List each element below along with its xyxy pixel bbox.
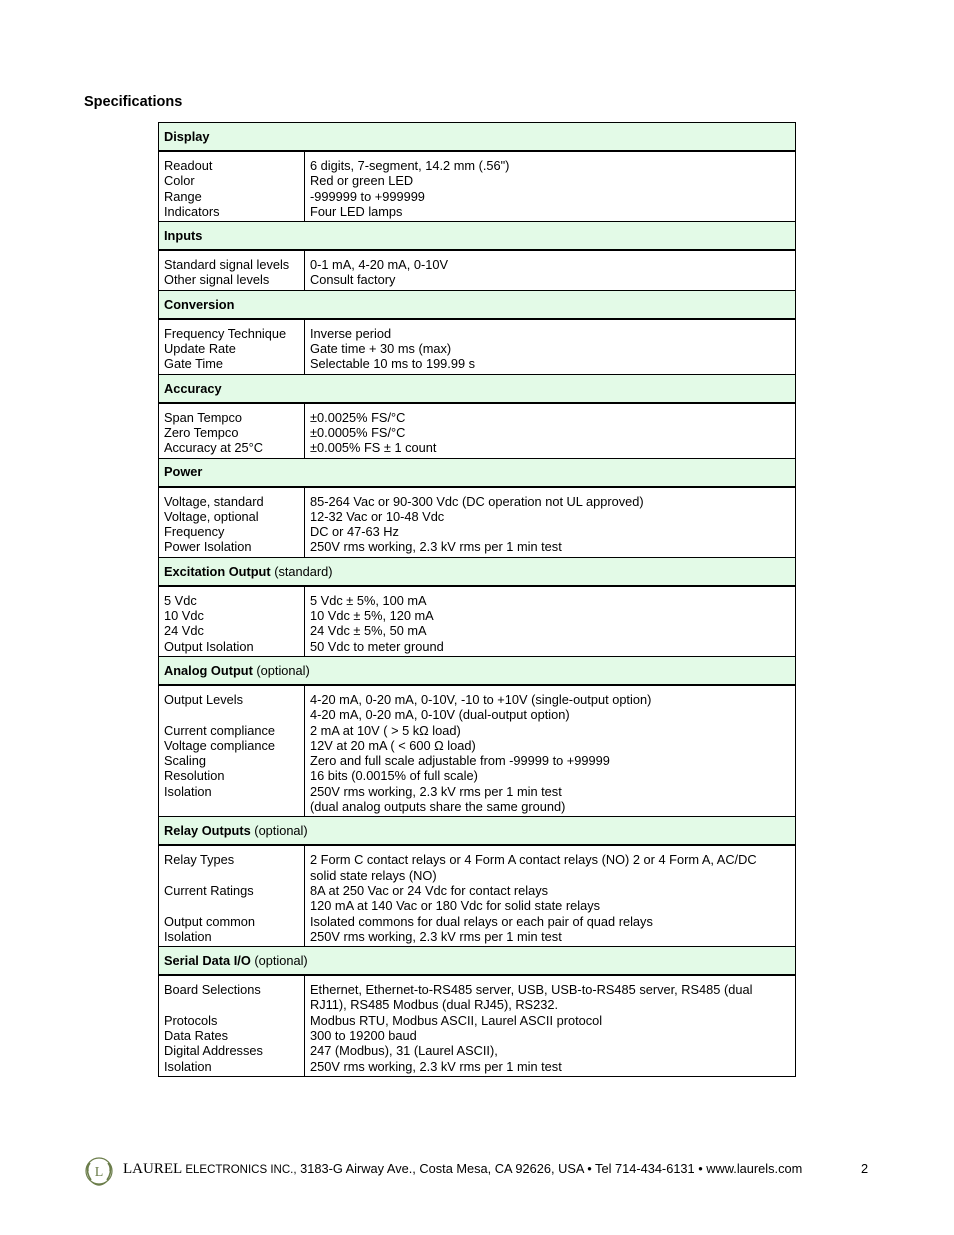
spec-row	[159, 975, 796, 1076]
specifications-table	[158, 122, 796, 1077]
section-header	[159, 123, 796, 152]
spec-values-cell	[305, 845, 796, 946]
spec-value: 16 bits (0.0015% of full scale)	[310, 768, 478, 784]
spec-value: 247 (Modbus), 31 (Laurel ASCII),	[310, 1043, 498, 1059]
spec-value: -999999 to +999999	[310, 188, 425, 204]
spec-label: Voltage, standard	[164, 493, 264, 509]
section-qualifier: (optional)	[250, 823, 308, 839]
spec-values-cell	[305, 685, 796, 817]
spec-value: solid state relays (NO)	[310, 867, 437, 883]
footer-brand: LAUREL	[123, 1161, 183, 1177]
spec-row	[159, 487, 796, 558]
footer-address: 3183-G Airway Ave., Costa Mesa, CA 92626, USA • Tel 714-434-6131 • www.laurels.com	[296, 1161, 803, 1176]
spec-labels-cell	[159, 319, 305, 374]
spec-label: Frequency	[164, 524, 225, 540]
spec-label: Data Rates	[164, 1027, 229, 1043]
section-title: Excitation Output	[164, 563, 271, 579]
spec-value: 6 digits, 7-segment, 14.2 mm (.56")	[310, 158, 510, 173]
spec-row	[159, 845, 796, 946]
spec-label: Power Isolation	[164, 539, 252, 555]
footer-company-info	[123, 1161, 802, 1178]
spec-value: 2 Form C contact relays or 4 Form A contact relays (NO) 2 or 4 Form A, AC/DC	[310, 852, 757, 868]
laurel-wreath-logo-icon	[82, 1155, 116, 1189]
spec-value: Isolated commons for dual relays or each pair of quad relays	[310, 913, 653, 929]
spec-values-cell	[305, 403, 796, 458]
spec-label: Output common	[164, 913, 256, 929]
section-header-row	[159, 290, 796, 319]
spec-label: Standard signal levels	[164, 257, 290, 273]
spec-label: Relay Types	[164, 852, 235, 868]
spec-values-cell	[305, 151, 796, 222]
spec-value: Red or green LED	[310, 173, 414, 189]
spec-value: 250V rms working, 2.3 kV rms per 1 min test	[310, 539, 562, 555]
section-header	[159, 222, 796, 251]
spec-value: 85-264 Vac or 90-300 Vdc (DC operation not UL approved)	[310, 493, 644, 509]
section-header	[159, 374, 796, 403]
section-header-row	[159, 222, 796, 251]
spec-value: 12-32 Vac or 10-48 Vdc	[310, 508, 445, 524]
spec-value: 5 Vdc ± 5%, 100 mA	[310, 592, 427, 608]
spec-value: 250V rms working, 2.3 kV rms per 1 min test	[310, 928, 562, 944]
spec-label: Protocols	[164, 1012, 218, 1028]
spec-label	[164, 997, 299, 1012]
spec-label: Voltage, optional	[164, 508, 259, 524]
spec-row	[159, 319, 796, 374]
spec-value: RJ11), RS485 Modbus (dual RJ45), RS232.	[310, 997, 559, 1013]
section-title: Display	[164, 128, 210, 144]
spec-value: 250V rms working, 2.3 kV rms per 1 min test	[310, 783, 562, 799]
section-header-row	[159, 557, 796, 586]
spec-labels-cell	[159, 487, 305, 558]
section-header	[159, 290, 796, 319]
section-header-row	[159, 374, 796, 403]
spec-value: Consult factory	[310, 272, 396, 288]
section-header-row	[159, 947, 796, 976]
spec-values-cell	[305, 319, 796, 374]
spec-label: 24 Vdc	[164, 623, 204, 639]
spec-value: Inverse period	[310, 325, 392, 341]
section-qualifier: (optional)	[250, 952, 308, 968]
spec-value: Zero and full scale adjustable from -99999 to +99999	[310, 753, 610, 769]
spec-value: 4-20 mA, 0-20 mA, 0-10V, -10 to +10V (single-output option)	[310, 691, 652, 707]
spec-value: 4-20 mA, 0-20 mA, 0-10V (dual-output option)	[310, 707, 570, 723]
section-title: Power	[164, 464, 203, 480]
spec-label: Color	[164, 173, 195, 189]
spec-label: Board Selections	[164, 982, 261, 998]
spec-label: 5 Vdc	[164, 592, 197, 608]
spec-label: Indicators	[164, 203, 220, 219]
section-header	[159, 557, 796, 586]
spec-value: 24 Vdc ± 5%, 50 mA	[310, 623, 427, 639]
spec-label: Gate Time	[164, 356, 224, 372]
spec-value: 120 mA at 140 Vac or 180 Vdc for solid state relays	[310, 898, 600, 914]
section-header-row	[159, 123, 796, 152]
spec-row	[159, 586, 796, 657]
spec-value: Ethernet, Ethernet-to-RS485 server, USB, USB-to-RS485 server, RS485 (dual	[310, 982, 753, 998]
spec-label: Current compliance	[164, 722, 275, 738]
spec-labels-cell	[159, 586, 305, 657]
section-title: Serial Data I/O	[164, 952, 251, 968]
spec-labels-cell	[159, 845, 305, 946]
spec-label: Isolation	[164, 928, 212, 944]
section-title: Conversion	[164, 296, 235, 312]
spec-label: Scaling	[164, 753, 206, 769]
spec-label: Resolution	[164, 768, 225, 784]
spec-label: Voltage compliance	[164, 737, 275, 753]
section-title: Relay Outputs	[164, 823, 251, 839]
spec-labels-cell	[159, 403, 305, 458]
section-header-row	[159, 817, 796, 846]
spec-label: Accuracy at 25°C	[164, 440, 264, 456]
spec-values-cell	[305, 586, 796, 657]
spec-value: 250V rms working, 2.3 kV rms per 1 min test	[310, 1058, 562, 1074]
spec-labels-cell	[159, 975, 305, 1076]
footer-brand-suffix: ELECTRONICS INC.,	[182, 1164, 297, 1176]
section-title: Accuracy	[164, 380, 222, 396]
spec-row	[159, 685, 796, 817]
section-header-row	[159, 656, 796, 685]
section-header	[159, 817, 796, 846]
spec-label: Digital Addresses	[164, 1043, 263, 1059]
spec-label: Span Tempco	[164, 409, 243, 425]
section-header	[159, 656, 796, 685]
section-header	[159, 458, 796, 487]
section-header-row	[159, 458, 796, 487]
section-qualifier: (optional)	[252, 662, 310, 678]
spec-label: Isolation	[164, 783, 212, 799]
spec-value: 8A at 250 Vac or 24 Vdc for contact relays	[310, 882, 549, 898]
spec-value: 300 to 19200 baud	[310, 1027, 417, 1043]
page-number: 2	[861, 1161, 869, 1176]
section-qualifier: (standard)	[270, 563, 333, 579]
spec-values-cell	[305, 250, 796, 290]
spec-label: Output Isolation	[164, 638, 254, 654]
spec-label: 10 Vdc	[164, 608, 204, 624]
page-footer	[82, 1155, 882, 1189]
spec-value: (dual analog outputs share the same ground)	[310, 799, 566, 815]
spec-row	[159, 403, 796, 458]
spec-label	[164, 799, 299, 814]
spec-label	[164, 868, 299, 883]
spec-value: ±0.0025% FS/°C	[310, 409, 406, 425]
spec-value: Modbus RTU, Modbus ASCII, Laurel ASCII protocol	[310, 1012, 603, 1028]
spec-value: 10 Vdc ± 5%, 120 mA	[310, 608, 434, 624]
spec-labels-cell	[159, 250, 305, 290]
spec-labels-cell	[159, 151, 305, 222]
spec-label: Range	[164, 188, 202, 204]
spec-values-cell	[305, 975, 796, 1076]
spec-value: Selectable 10 ms to 199.99 s	[310, 356, 476, 372]
spec-value: 50 Vdc to meter ground	[310, 638, 444, 654]
spec-value: 12V at 20 mA ( < 600 Ω load)	[310, 737, 476, 753]
spec-label	[164, 898, 299, 913]
spec-label: Update Rate	[164, 341, 236, 357]
spec-label: Zero Tempco	[164, 424, 239, 440]
spec-value: ±0.005% FS ± 1 count	[310, 440, 437, 456]
spec-label: Current Ratings	[164, 882, 254, 898]
svg-text:L: L	[94, 1165, 104, 1180]
spec-values-cell	[305, 487, 796, 558]
spec-value: 2 mA at 10V ( > 5 kΩ load)	[310, 722, 461, 738]
spec-label: Other signal levels	[164, 272, 270, 288]
spec-value: Gate time + 30 ms (max)	[310, 341, 452, 357]
spec-label: Readout	[164, 158, 213, 173]
spec-label: Frequency Technique	[164, 325, 287, 341]
spec-value: ±0.0005% FS/°C	[310, 424, 406, 440]
spec-label: Output Levels	[164, 691, 243, 707]
spec-row	[159, 151, 796, 222]
spec-value: Four LED lamps	[310, 203, 403, 219]
spec-label: Isolation	[164, 1058, 212, 1074]
section-header	[159, 947, 796, 976]
spec-value: 0-1 mA, 4-20 mA, 0-10V	[310, 257, 448, 273]
spec-label	[164, 707, 299, 722]
page-title: Specifications	[84, 94, 183, 110]
spec-row	[159, 250, 796, 290]
section-title: Inputs	[164, 228, 203, 244]
spec-value: DC or 47-63 Hz	[310, 524, 399, 540]
spec-labels-cell	[159, 685, 305, 817]
section-title: Analog Output	[164, 662, 253, 678]
